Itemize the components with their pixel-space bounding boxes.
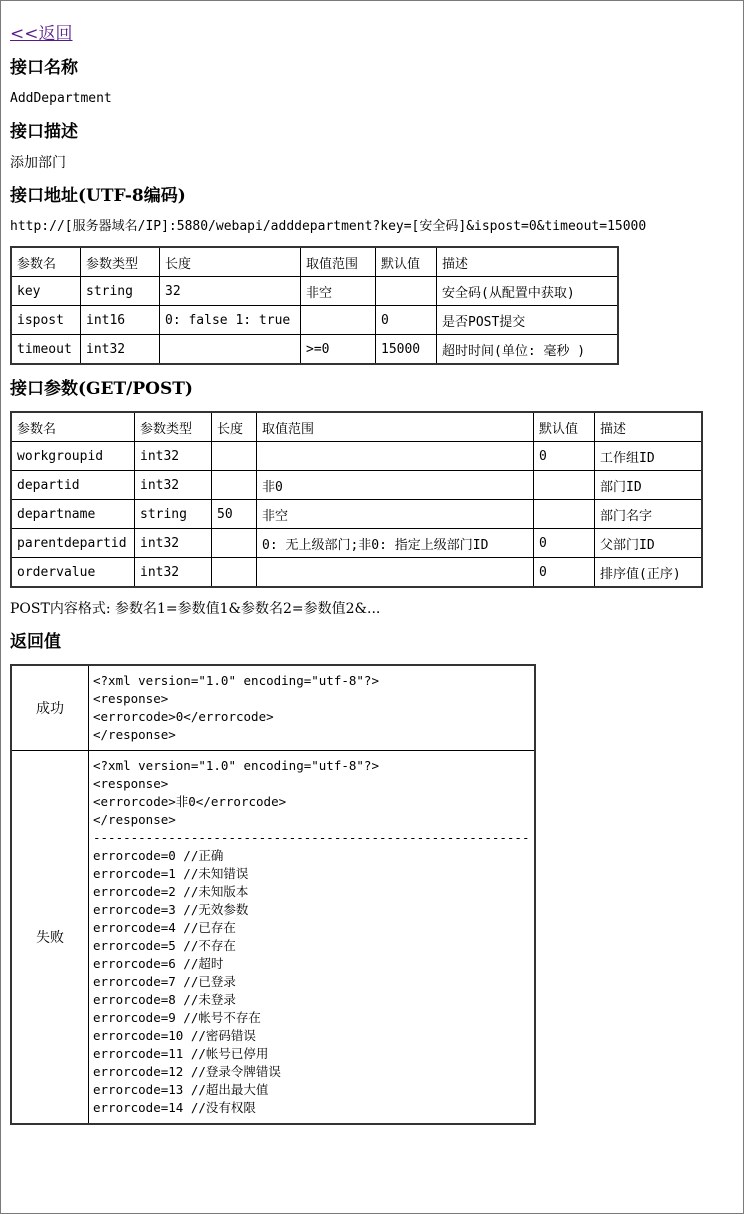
table-cell: departid xyxy=(11,471,135,500)
table-cell: parentdepartid xyxy=(11,529,135,558)
table-row xyxy=(11,442,702,471)
table-cell: >=0 xyxy=(301,335,376,365)
table-cell: departname xyxy=(11,500,135,529)
table-cell: workgroupid xyxy=(11,442,135,471)
table-row xyxy=(11,277,618,306)
success-code-cell xyxy=(89,665,535,751)
table-header-cell: 默认值 xyxy=(534,412,595,442)
interface-address-title: 接口地址(UTF-8编码) xyxy=(10,186,186,206)
table-cell: 32 xyxy=(160,277,301,306)
table-cell: 安全码(从配置中获取) xyxy=(437,277,619,306)
table-cell xyxy=(212,529,257,558)
table-row xyxy=(11,500,702,529)
interface-desc-title: 接口描述 xyxy=(10,122,78,142)
table-cell: int32 xyxy=(135,442,212,471)
table-header-cell: 取值范围 xyxy=(257,412,534,442)
table-cell xyxy=(212,471,257,500)
api-doc-page xyxy=(1,1,743,1133)
table-cell: 50 xyxy=(212,500,257,529)
table-row xyxy=(11,529,702,558)
table-cell: 0 xyxy=(534,558,595,588)
table-cell: ordervalue xyxy=(11,558,135,588)
return-success-row xyxy=(11,665,535,751)
table-cell: int32 xyxy=(135,529,212,558)
table-cell: 0 xyxy=(376,306,437,335)
success-label: 成功 xyxy=(11,665,89,751)
table-row xyxy=(11,306,618,335)
table-cell xyxy=(160,335,301,365)
table-header-cell: 长度 xyxy=(160,247,301,277)
table-cell: 0 xyxy=(534,442,595,471)
table-cell xyxy=(257,558,534,588)
table-cell: 0 xyxy=(534,529,595,558)
return-value-title: 返回值 xyxy=(10,632,61,652)
table-cell: key xyxy=(11,277,81,306)
table-cell: 父部门ID xyxy=(595,529,703,558)
table-cell: timeout xyxy=(11,335,81,365)
table-row xyxy=(11,335,618,365)
table-cell: 超时时间(单位: 毫秒 ) xyxy=(437,335,619,365)
table-cell: ispost xyxy=(11,306,81,335)
back-link[interactable]: <<返回 xyxy=(10,24,73,44)
table-header-cell: 默认值 xyxy=(376,247,437,277)
table-cell: int32 xyxy=(135,558,212,588)
table-cell xyxy=(212,558,257,588)
interface-name-value: AddDepartment xyxy=(10,91,112,106)
table-cell: 0: 无上级部门;非0: 指定上级部门ID xyxy=(257,529,534,558)
table-cell: 非空 xyxy=(301,277,376,306)
table-cell: int16 xyxy=(81,306,160,335)
address-params-table xyxy=(10,246,619,365)
interface-name-title: 接口名称 xyxy=(10,58,78,78)
table-cell xyxy=(301,306,376,335)
interface-params-table xyxy=(10,411,703,588)
interface-desc-value: 添加部门 xyxy=(10,155,66,171)
return-fail-row xyxy=(11,751,535,1125)
address-params-body xyxy=(11,247,618,364)
table-header-cell: 参数类型 xyxy=(81,247,160,277)
interface-address-value: http://[服务器域名/IP]:5880/webapi/adddepartment?key=[安全码]&ispost=0&timeout=15000 xyxy=(10,219,647,234)
table-cell: string xyxy=(135,500,212,529)
table-cell: string xyxy=(81,277,160,306)
table-cell: 排序值(正序) xyxy=(595,558,703,588)
table-cell xyxy=(534,500,595,529)
table-cell xyxy=(212,442,257,471)
fail-code-cell xyxy=(89,751,535,1125)
table-header-cell: 参数名 xyxy=(11,247,81,277)
table-cell: 部门名字 xyxy=(595,500,703,529)
table-cell xyxy=(534,471,595,500)
table-cell: 15000 xyxy=(376,335,437,365)
table-header-cell: 描述 xyxy=(437,247,619,277)
table-header-cell: 描述 xyxy=(595,412,703,442)
table-header-row xyxy=(11,247,618,277)
table-header-cell: 参数名 xyxy=(11,412,135,442)
table-header-row xyxy=(11,412,702,442)
table-cell xyxy=(257,442,534,471)
fail-code: <?xml version="1.0" encoding="utf-8"?> <response> <errorcode>非0</errorcode> </response> ---------------------------------------------------------- errorcode=0 //正确 errorcode=1 //未知错误 errorcode=2 //未知版本 errorcode=3 //无效参数 errorcode=4 //已存在 errorcode=5 //不存在 errorcode=6 //超时 errorcode=7 //已登录 errorcode=8 //未登录 errorcode=9 //帐号不存在 errorcode=10 //密码错误 errorcode=11 //帐号已停用 errorcode=12 //登录令牌错误 errorcode=13 //超出最大值 errorcode=14 //没有权限 xyxy=(93,758,530,1115)
table-cell: 非0 xyxy=(257,471,534,500)
table-cell xyxy=(376,277,437,306)
table-row xyxy=(11,558,702,588)
table-header-cell: 长度 xyxy=(212,412,257,442)
interface-params-title: 接口参数(GET/POST) xyxy=(10,379,193,399)
table-header-cell: 参数类型 xyxy=(135,412,212,442)
table-cell: int32 xyxy=(81,335,160,365)
return-value-table xyxy=(10,664,536,1125)
success-code: <?xml version="1.0" encoding="utf-8"?> <response> <errorcode>0</errorcode> </response> xyxy=(93,673,379,742)
table-cell: 是否POST提交 xyxy=(437,306,619,335)
post-format-note: POST内容格式: 参数名1=参数值1&参数名2=参数值2&... xyxy=(10,601,381,617)
fail-label: 失败 xyxy=(11,751,89,1125)
table-cell: 0: false 1: true xyxy=(160,306,301,335)
interface-params-body xyxy=(11,412,702,587)
table-row xyxy=(11,471,702,500)
table-cell: 非空 xyxy=(257,500,534,529)
table-cell: int32 xyxy=(135,471,212,500)
table-header-cell: 取值范围 xyxy=(301,247,376,277)
table-cell: 部门ID xyxy=(595,471,703,500)
table-cell: 工作组ID xyxy=(595,442,703,471)
